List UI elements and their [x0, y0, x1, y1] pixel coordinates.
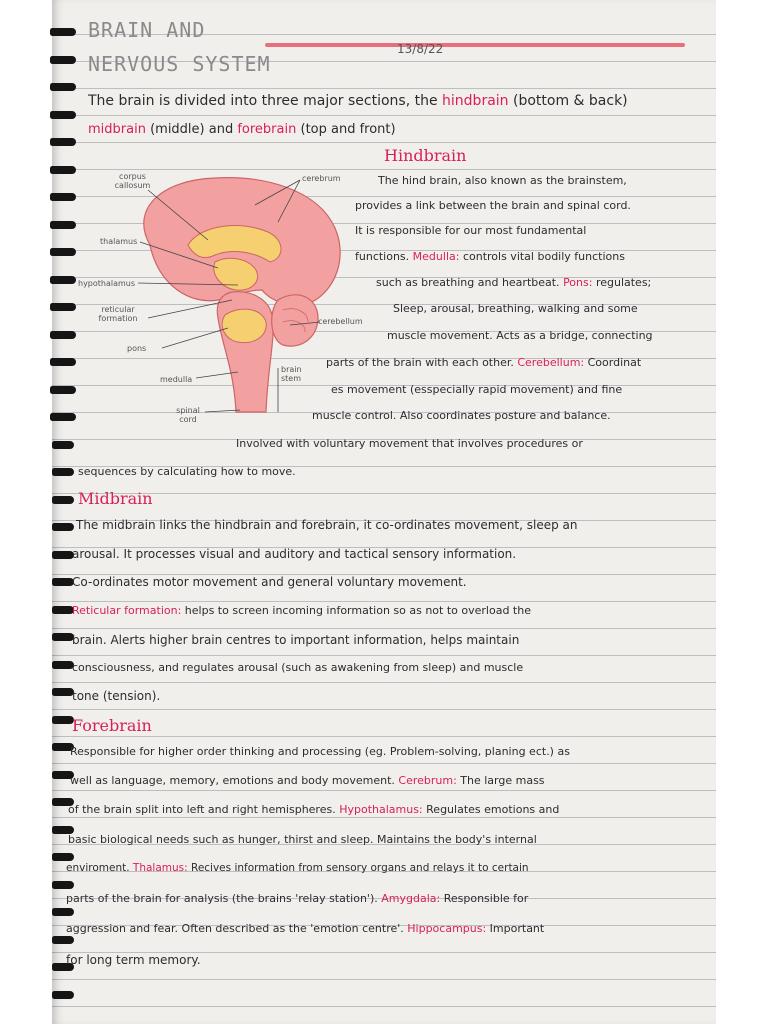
intro-line-1: The brain is divided into three major sections, the hindbrain (bottom & back): [88, 93, 628, 109]
cerebellum-shape: [272, 295, 318, 346]
forebrain-line-3: of the brain split into left and right hemispheres. Hypothalamus: Regulates emotions and: [68, 803, 560, 816]
label-pons: pons: [127, 344, 147, 353]
title-line-1: BRAIN AND: [88, 18, 206, 42]
forebrain-line-6: parts of the brain for analysis (the brains 'relay station'). Amygdala: Responsible for: [66, 892, 529, 905]
hindbrain-line-6: Sleep, arousal, breathing, walking and some: [393, 302, 638, 315]
hindbrain-line-9: es movement (esspecially rapid movement) and fine: [331, 383, 623, 396]
hindbrain-heading: Hindbrain: [384, 146, 467, 165]
label-cerebrum: cerebrum: [302, 174, 341, 183]
hindbrain-line-7: muscle movement. Acts as a bridge, connecting: [387, 329, 653, 342]
label-corpus-callosum: corpus callosum: [114, 172, 151, 190]
forebrain-line-4: basic biological needs such as hunger, thirst and sleep. Maintains the body's internal: [68, 833, 537, 846]
hindbrain-line-12: sequences by calculating how to move.: [78, 465, 296, 478]
forebrain-line-1: Responsible for higher order thinking and processing (eg. Problem-solving, planing ect.) as: [70, 745, 570, 758]
pons-shape: [222, 309, 266, 342]
hindbrain-line-1: The hind brain, also known as the brainstem,: [378, 174, 627, 187]
hindbrain-line-10: muscle control. Also coordinates posture and balance.: [312, 409, 611, 422]
forebrain-line-5: enviroment. Thalamus: Recives information from sensory organs and relays it to certain: [66, 862, 529, 874]
forebrain-heading: Forebrain: [72, 716, 152, 735]
forebrain-line-7: aggression and fear. Often described as the 'emotion centre'. Hippocampus: Important: [66, 922, 545, 935]
label-hypothalamus: hypothalamus: [78, 279, 136, 288]
hindbrain-line-3: It is responsible for our most fundamental: [355, 224, 587, 237]
hindbrain-line-4: functions. Medulla: controls vital bodily functions: [355, 250, 625, 263]
midbrain-line-2: arousal. It processes visual and auditory and tactical sensory information.: [72, 547, 517, 561]
intro-line-2: midbrain (middle) and forebrain (top and front): [88, 122, 396, 137]
midbrain-line-6: consciousness, and regulates arousal (such as awakening from sleep) and muscle: [72, 661, 524, 674]
label-brain-stem: brain stem: [281, 365, 302, 383]
label-reticular-formation: reticular formation: [98, 305, 138, 323]
label-spinal-cord: spinal cord: [176, 406, 200, 424]
note-date: 13/8/22: [397, 42, 444, 56]
label-cerebellum: cerebellum: [318, 317, 363, 326]
midbrain-line-5: brain. Alerts higher brain centres to important information, helps maintain: [72, 633, 520, 647]
label-thalamus: thalamus: [100, 237, 138, 246]
label-medulla: medulla: [160, 375, 193, 384]
midbrain-line-7: tone (tension).: [72, 689, 161, 703]
midbrain-line-3: Co-ordinates motor movement and general voluntary movement.: [72, 575, 467, 589]
title-line-2: NERVOUS SYSTEM: [88, 52, 271, 76]
midbrain-line-4: Reticular formation: helps to screen incoming information so as not to overload the: [72, 604, 531, 617]
forebrain-line-8: for long term memory.: [66, 953, 201, 967]
hindbrain-line-11: Involved with voluntary movement that involves procedures or: [236, 437, 583, 450]
hindbrain-line-2: provides a link between the brain and spinal cord.: [355, 199, 631, 212]
hindbrain-line-5: such as breathing and heartbeat. Pons: regulates;: [376, 276, 652, 289]
hindbrain-line-8: parts of the brain with each other. Cerebellum: Coordinat: [326, 356, 642, 369]
midbrain-heading: Midbrain: [78, 489, 153, 508]
forebrain-line-2: well as language, memory, emotions and body movement. Cerebrum: The large mass: [70, 774, 545, 787]
midbrain-line-1: The midbrain links the hindbrain and forebrain, it co-ordinates movement, sleep an: [76, 518, 578, 532]
